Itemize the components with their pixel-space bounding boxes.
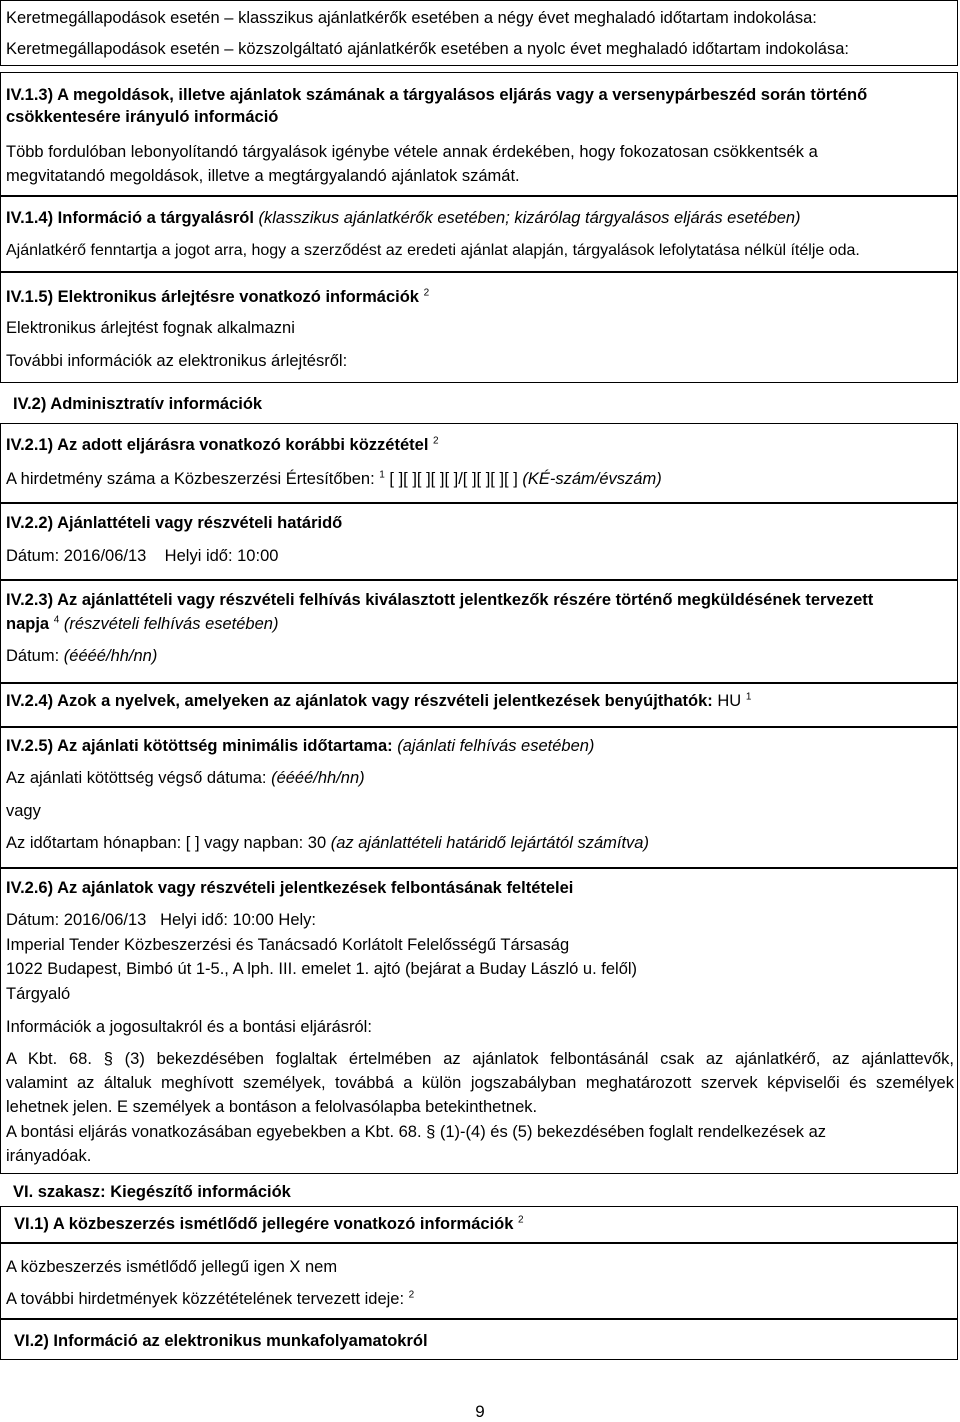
section-vi-2-heading: VI.2) Információ az elektronikus munkafolyamatokról	[14, 1332, 428, 1350]
section-iv-2-4-box	[0, 683, 958, 727]
section-iv-1-4-box	[0, 196, 958, 272]
notice-number-line: A hirdetmény száma a Közbeszerzési Értesítőben: $^1$ [ ][ ][ ][ ][ ]/[ ][ ][ ][ ] (KÉ-szám/évszám)	[6, 469, 662, 488]
page-number: 9	[475, 1402, 485, 1421]
section-iv-1-4-text: Ajánlatkérő fenntartja a jogot arra, hogy a szerződést az eredeti ajánlat alapján, tárgyalások lefolytatása nélkül ítélje oda.	[6, 242, 860, 259]
section-vi-1-content-box	[0, 1243, 958, 1319]
section-iv-1-3-text-1: Több fordulóban lebonyolítandó tárgyalások igénybe vétele annak érdekében, hogy fokozatosan csökkentsék a	[6, 143, 818, 161]
framework-classic-line: Keretmegállapodások esetén – klasszikus ajánlatkérők esetében a négy évet meghaladó időtartam indokolása:	[6, 9, 817, 27]
section-iv-2-2-heading: IV.2.2) Ajánlattételi vagy részvételi határidő	[6, 514, 343, 532]
electronic-auction-info: További információk az elektronikus árlejtésről:	[6, 352, 348, 370]
section-iv-2-2-box	[0, 503, 958, 580]
section-iv-2-5-heading: IV.2.5) Az ajánlati kötöttség minimális időtartama: (ajánlati felhívás esetében)	[6, 737, 595, 755]
section-vi-1-box	[0, 1206, 958, 1243]
framework-justification-box	[0, 0, 958, 66]
invitation-date: Dátum: (éééé/hh/nn)	[6, 647, 158, 665]
section-iv-2-1-heading: IV.2.1) Az adott eljárásra vonatkozó korábbi közzététel $^2$	[6, 435, 439, 454]
section-iv-2-1-box	[0, 423, 958, 503]
opening-rules-4: A bontási eljárás vonatkozásában egyebekben a Kbt. 68. § (1)-(4) és (5) bekezdésében foglalt rendelkezések az	[6, 1123, 827, 1141]
section-vi-2-box	[0, 1319, 958, 1360]
section-iv-2-heading: IV.2) Adminisztratív információk	[13, 395, 263, 413]
section-iv-1-3-heading-1: IV.1.3) A megoldások, illetve ajánlatok számának a tárgyalásos eljárás vagy a versenypárbeszéd során történő	[6, 86, 868, 104]
section-iv-1-3-box	[0, 72, 958, 196]
opening-date: Dátum: 2016/06/13 Helyi idő: 10:00 Hely:	[6, 911, 317, 929]
section-iv-2-6-box	[0, 868, 958, 1174]
section-iv-2-6-heading: IV.2.6) Az ajánlatok vagy részvételi jelentkezések felbontásának feltételei	[6, 879, 574, 897]
opening-info-label: Információk a jogosultakról és a bontási eljárásról:	[6, 1018, 372, 1036]
deadline-date: Dátum: 2016/06/13 Helyi idő: 10:00	[6, 547, 279, 565]
validity-duration: Az időtartam hónapban: [ ] vagy napban: 30 (az ajánlattételi határidő lejártától számítva)	[6, 834, 649, 852]
validity-end-date: Az ajánlati kötöttség végső dátuma: (éééé/hh/nn)	[6, 769, 365, 787]
opening-rules-3: lehetnek jelen. E személyek a bontáson a felolvasólapba betekinthetnek.	[6, 1098, 538, 1116]
section-iv-1-3-text-2: megvitatandó megoldások, illetve a megtárgyalandó ajánlatok számát.	[6, 167, 520, 185]
section-vi-1-heading: VI.1) A közbeszerzés ismétlődő jellegére vonatkozó információk $^2$	[14, 1214, 524, 1233]
framework-utility-line: Keretmegállapodások esetén – közszolgáltató ajánlatkérők esetében a nyolc évet meghaladó időtartam indokolása:	[6, 40, 849, 58]
recurrence-line: A közbeszerzés ismétlődő jellegű igen X nem	[6, 1258, 338, 1276]
section-iv-1-3-heading-2: csökkentesére irányuló információ	[6, 108, 279, 126]
opening-rules-2: valamint az általuk meghívott személyek, továbbá a külön jogszabályban meghatározott szervek képviselői és személyek	[6, 1074, 954, 1092]
opening-rules-1: A Kbt. 68. § (3) bekezdésében foglaltak értelmében az ajánlatok felbontásánál csak az ajánlatkérő, az ajánlattevők,	[6, 1050, 954, 1068]
section-vi-heading: VI. szakasz: Kiegészítő információk	[13, 1183, 291, 1201]
section-iv-2-3-heading-2: napja $^4$ (részvételi felhívás esetében)	[6, 614, 279, 633]
section-iv-1-5-box	[0, 272, 958, 383]
section-iv-2-5-box	[0, 727, 958, 868]
opening-rules-5: irányadóak.	[6, 1147, 92, 1165]
languages-line: IV.2.4) Azok a nyelvek, amelyeken az ajánlatok vagy részvételi jelentkezések benyújthatók: HU $^1$	[6, 691, 752, 710]
section-iv-1-5-heading: IV.1.5) Elektronikus árlejtésre vonatkozó információk $^2$	[6, 287, 430, 306]
validity-or: vagy	[6, 802, 41, 820]
opening-room: Tárgyaló	[6, 985, 71, 1003]
opening-company: Imperial Tender Közbeszerzési és Tanácsadó Korlátolt Felelősségű Társaság	[6, 936, 570, 954]
section-iv-1-4-heading: IV.1.4) Információ a tárgyalásról (klasszikus ajánlatkérők esetében; kizárólag tárgyalásos eljárás esetében)	[6, 209, 801, 227]
section-iv-2-3-box	[0, 580, 958, 683]
electronic-auction-option: Elektronikus árlejtést fognak alkalmazni	[6, 319, 295, 337]
further-notices-line: A további hirdetmények közzétételének tervezett ideje: $^2$	[6, 1289, 415, 1308]
section-iv-2-3-heading-1: IV.2.3) Az ajánlattételi vagy részvételi felhívás kiválasztott jelentkezők részére történő megküldésének tervezett	[6, 591, 874, 609]
opening-address: 1022 Budapest, Bimbó út 1-5., A lph. III. emelet 1. ajtó (bejárat a Buday László u. felől)	[6, 960, 638, 978]
